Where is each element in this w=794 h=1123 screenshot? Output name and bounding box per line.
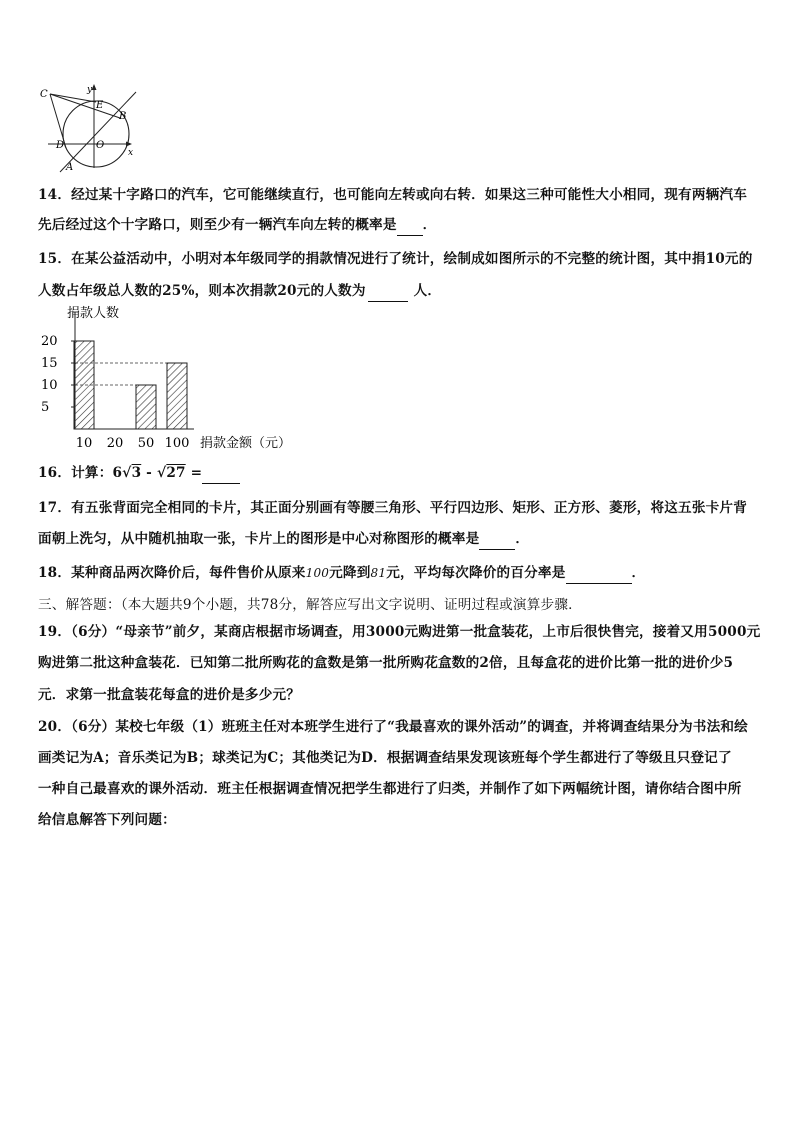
y-tick-label: 15	[41, 356, 58, 371]
q15-line2	[38, 280, 441, 302]
q18-line	[38, 562, 645, 584]
y-axis-label: 捐款人数	[67, 306, 120, 321]
q16-answer-blank	[202, 469, 240, 484]
label-e: E	[96, 100, 104, 111]
sqrt-27-value: 27	[166, 465, 186, 481]
x-tick-label: 10	[75, 436, 93, 451]
q18-original-price: 100	[305, 566, 330, 580]
q17-answer-blank	[479, 535, 515, 550]
section-3-heading: 三、解答题：（本大题共9个小题，共78分，解答应写出文字说明、证明过程或演算步骤．	[38, 597, 582, 613]
bar-50	[136, 385, 156, 429]
x-axis-label: 捐款金额（元）	[200, 436, 292, 451]
q16-minus: -	[141, 465, 157, 481]
label-x: x	[128, 148, 134, 158]
q18-answer-blank	[566, 569, 632, 584]
label-b: B	[119, 111, 127, 122]
q18-text-d: ．	[631, 565, 646, 581]
q14-line2-end: ．	[422, 217, 437, 233]
q18-text-a: 18．某种商品两次降价后，每件售价从原来	[38, 565, 306, 581]
q17-line2-text: 面朝上洗匀，从中随机抽取一张，卡片上的图形是中心对称图形的概率是	[38, 531, 480, 547]
label-c: C	[40, 89, 48, 100]
q14-line1: 14．经过某十字路口的汽车，它可能继续直行，也可能向左转或向右转．如果这三种可能性大小相同，现有两辆汽车	[38, 187, 748, 203]
label-y: y	[87, 85, 93, 95]
q15-line2-end: 人．	[413, 283, 442, 299]
q14-line2-text: 先后经过这个十字路口，则至少有一辆汽车向左转的概率是	[38, 217, 397, 233]
q15-line2-text: 人数占年级总人数的25%，则本次捐款20元的人数为	[38, 283, 366, 299]
q17-line2	[38, 528, 529, 550]
q17-line1: 17．有五张背面完全相同的卡片，其正面分别画有等腰三角形、平行四边形、矩形、正方形、菱形，将这五张卡片背	[38, 500, 748, 516]
label-d: D	[56, 140, 65, 151]
label-o: O	[96, 140, 105, 151]
q14-answer-blank	[397, 221, 423, 236]
q15-answer-blank	[368, 287, 408, 302]
y-tick-label: 5	[41, 400, 50, 415]
q19-line1: 19．（6分）“母亲节”前夕，某商店根据市场调查，用3000元购进第一批盒装花，上市后很快售完，接着又用5000元	[38, 624, 761, 640]
q18-text-c: 元，平均每次降价的百分率是	[386, 565, 566, 581]
bar-100	[167, 363, 187, 429]
q18-new-price: 81	[370, 566, 387, 580]
label-a: A	[66, 162, 74, 173]
q16-prefix: 16．计算：6	[38, 465, 123, 481]
q18-text-b: 元降到	[329, 565, 371, 581]
q19-line2: 购进第二批这种盒装花．已知第二批所购花的盒数是第一批所购花盒数的2倍，且每盒花的进价比第一批的进价少5	[38, 655, 734, 671]
sqrt-3: √3	[122, 465, 142, 481]
q20-line1: 20．（6分）某校七年级（1）班班主任对本班学生进行了“我最喜欢的课外活动”的调查，并将调查结果分为书法和绘	[38, 719, 748, 735]
y-tick-label: 20	[41, 334, 58, 349]
q20-line3: 一种自己最喜欢的课外活动．班主任根据调查情况把学生都进行了归类，并制作了如下两幅统计图，请你结合图中所	[38, 781, 742, 797]
q19-line3: 元．求第一批盒装花每盒的进价是多少元？	[38, 687, 301, 703]
sqrt-3-value: 3	[131, 465, 142, 481]
circle-tangent-figure	[36, 82, 146, 174]
q16-equals: =	[185, 465, 203, 481]
q14-line2	[38, 214, 436, 236]
x-tick-label: 20	[106, 436, 124, 451]
y-tick-label: 10	[41, 378, 58, 393]
q20-line2: 画类记为A；音乐类记为B；球类记为C；其他类记为D．根据调查结果发现该班每个学生都进行了等级且只登记了	[38, 750, 732, 766]
x-tick-label: 50	[137, 436, 155, 451]
q17-line2-end: ．	[515, 531, 530, 547]
sqrt-27: √27	[156, 465, 186, 481]
q20-line4: 给信息解答下列问题：	[38, 812, 176, 828]
q16-line	[38, 462, 240, 484]
q15-line1: 15．在某公益活动中，小明对本年级同学的捐款情况进行了统计，绘制成如图所示的不完整的统计图，其中捐10元的	[38, 251, 753, 267]
donation-bar-chart	[36, 304, 296, 452]
x-tick-label: 100	[164, 436, 190, 451]
